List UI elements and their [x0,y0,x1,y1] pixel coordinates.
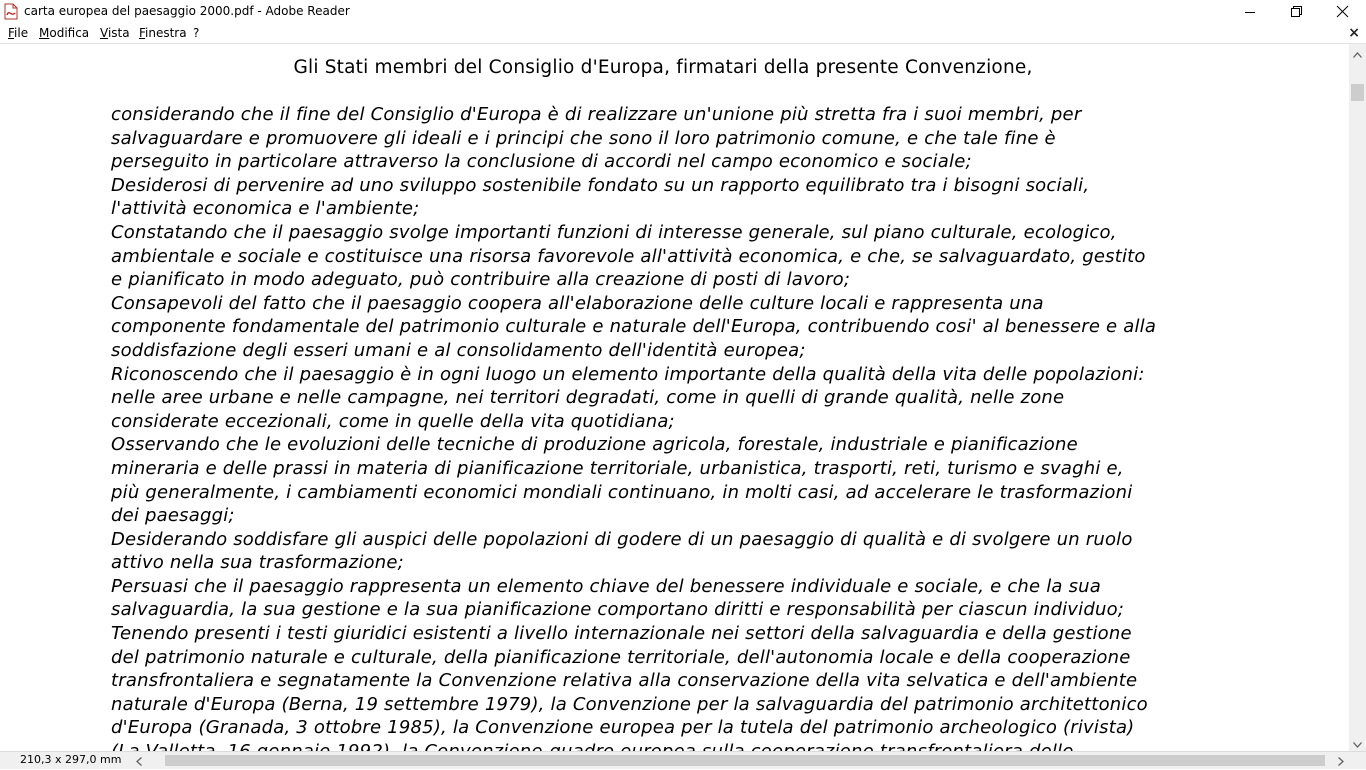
vertical-scrollbar[interactable] [1349,44,1366,751]
text-line: d'Europa (Granada, 3 ottobre 1985), la Convenzione europea per la tutela del patrimonio archeologico (rivista) [111,717,1135,739]
horizontal-scrollbar[interactable] [130,752,1349,769]
text-line: naturale d'Europa (Berna, 19 settembre 1979), la Convenzione per la salvaguardia del patrimonio architettonico [111,693,1148,715]
scroll-right-button[interactable] [1332,752,1349,769]
text-line: del patrimonio naturale e culturale, della pianificazione territoriale, dell'autonomia locale e della cooperazione [111,646,1131,668]
menu-modifica[interactable]: Modifica [39,26,90,40]
horizontal-scroll-thumb[interactable] [165,755,1325,766]
text-line: Persuasi che il paesaggio rappresenta un elemento chiave del benessere individuale e sociale, e che la sua [111,575,1101,597]
text-line: Desiderosi di pervenire ad uno sviluppo sostenibile fondato su un rapporto equilibrato tra i bisogni sociali, [111,174,1090,196]
text-line: Consapevoli del fatto che il paesaggio coopera all'elaborazione delle culture locali e rappresenta una [111,292,1044,314]
text-line: Tenendo presenti i testi giuridici esistenti a livello internazionale nei settori della salvaguardia e della gestione [111,623,1132,645]
document-body [111,103,1156,764]
chevron-up-icon [1353,43,1362,62]
vertical-scroll-thumb[interactable] [1351,84,1364,101]
text-line: componente fondamentale del patrimonio culturale e naturale dell'Europa, contribuendo cosi' al benessere e alla [111,316,1157,338]
text-line: attivo nella sua trasformazione; [111,552,404,574]
text-line: Riconoscendo che il paesaggio è in ogni luogo un elemento importante della qualità della vita delle popolazioni: [111,363,1145,385]
text-line: ambientale e sociale e costituisce una risorsa favorevole all'attività economica, e che, se salvaguardato, gestito [111,245,1146,267]
text-line: nelle aree urbane e nelle campagne, nei territori degradati, come in quelli di grande qualità, nelle zone [111,387,1065,409]
pdf-document-icon [4,3,18,20]
close-icon [1337,2,1348,21]
menu-vista[interactable]: Vista [100,26,130,40]
text-line: transfrontaliera e segnatamente la Convenzione relativa alla conservazione della vita selvatica e dell'ambiente [111,670,1138,692]
menu-help[interactable]: ? [193,26,200,40]
window-title: carta europea del paesaggio 2000.pdf - Adobe Reader [24,4,350,18]
text-line: considerate eccezionali, come in quelle della vita quotidiana; [111,410,675,432]
text-line: perseguito in particolare attraverso la conclusione di accordi nel campo economico e sociale; [111,151,972,173]
text-line: salvaguardia, la sua gestione e la sua pianificazione comportano diritti e responsabilità per ciascun individuo; [111,599,1125,621]
chevron-down-icon [1353,733,1362,752]
text-line: considerando che il fine del Consiglio d'Europa è di realizzare un'unione più stretta fra i suoi membri, per [111,104,1082,125]
scroll-up-button[interactable] [1349,44,1366,61]
restore-icon [1291,2,1302,21]
scroll-left-button[interactable] [130,752,147,769]
text-line: l'attività economica e l'ambiente; [111,198,420,220]
chevron-left-icon [136,751,142,770]
title-bar [0,0,1366,23]
text-line: Desiderando soddisfare gli auspici delle popolazioni di godere di un paesaggio di qualità e di svolgere un ruolo [111,528,1133,550]
menu-finestra[interactable]: Finestra [139,26,187,40]
minimize-button[interactable] [1227,0,1273,23]
close-window-button[interactable] [1319,0,1365,23]
minimize-icon [1245,2,1255,21]
text-line: Constatando che il paesaggio svolge importanti funzioni di interesse generale, sul piano culturale, ecologico, [111,221,1117,243]
document-view[interactable] [0,44,1349,751]
page-size-readout: 210,3 x 297,0 mm [20,753,122,766]
status-bar [0,751,1366,769]
menu-file[interactable]: File [8,26,29,40]
page-heading: Gli Stati membri del Consiglio d'Europa, firmatari della presente Convenzione, [293,57,1033,78]
restore-button[interactable] [1273,0,1319,23]
text-line: salvaguardare e promuovere gli ideali e i principi che sono il loro patrimonio comune, e che tale fine è [111,127,1056,149]
scroll-down-button[interactable] [1349,734,1366,751]
text-line: mineraria e delle prassi in materia di pianificazione territoriale, urbanistica, trasporti, reti, turismo e svaghi e, [111,457,1124,479]
text-line: più generalmente, i cambiamenti economici mondiali continuano, in molti casi, ad accelerare le trasformazioni [111,481,1133,503]
chevron-right-icon [1338,751,1344,770]
text-line: e pianificato in modo adeguato, può contribuire alla creazione di posti di lavoro; [111,269,851,291]
text-line: soddisfazione degli esseri umani e al consolidamento dell'identità europea; [111,339,806,361]
menu-bar [0,23,1366,44]
text-line: Osservando che le evoluzioni delle tecniche di produzione agricola, forestale, industriale e pianificazione [111,434,1078,456]
text-line: dei paesaggi; [111,505,235,527]
close-document-button[interactable]: × [1348,25,1360,41]
